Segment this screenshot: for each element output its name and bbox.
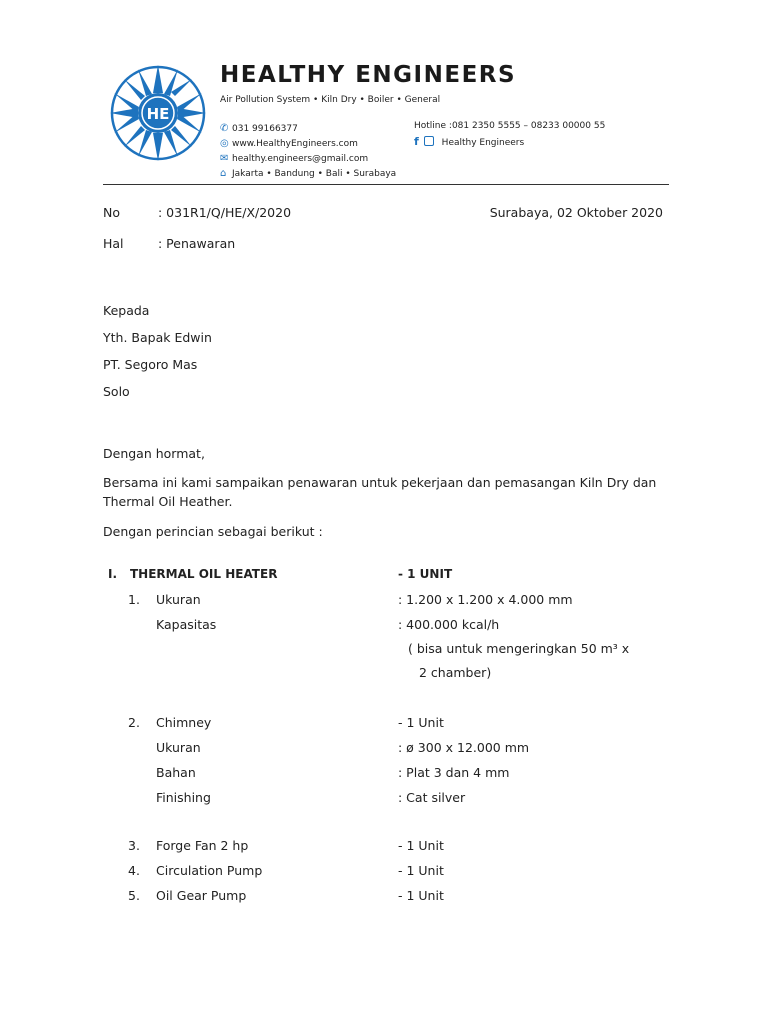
header-divider: [103, 184, 669, 185]
item-label: Circulation Pump: [156, 863, 263, 878]
item-number: 1.: [128, 592, 140, 607]
intro-line: Bersama ini kami sampaikan penawaran untuk pekerjaan dan pemasangan Kiln Dry dan: [103, 475, 657, 490]
letter-date: Surabaya, 02 Oktober 2020: [489, 205, 663, 220]
item-label: Kapasitas: [156, 617, 217, 632]
detail-intro: Dengan perincian sebagai berikut :: [103, 524, 323, 539]
item-number: 4.: [128, 863, 140, 878]
item-label: Finishing: [156, 790, 211, 805]
item-value: - 1 Unit: [398, 838, 444, 853]
website-line: [220, 138, 358, 149]
mail-icon: ✉: [220, 153, 229, 164]
section-qty: - 1 UNIT: [398, 567, 453, 581]
item-value: - 1 Unit: [398, 888, 444, 903]
company-name: HEALTHY ENGINEERS: [220, 62, 517, 88]
item-value: : 1.200 x 1.200 x 4.000 mm: [398, 592, 573, 607]
item-value: - 1 Unit: [398, 863, 444, 878]
item-note: 2 chamber): [419, 665, 492, 680]
globe-icon: ◎: [220, 138, 229, 149]
item-label: Ukuran: [156, 740, 201, 755]
no-label: No: [103, 205, 120, 220]
phone-line: [220, 123, 298, 134]
intro-line: Thermal Oil Heather.: [103, 494, 233, 509]
home-icon: ⌂: [220, 168, 227, 179]
hotline-text: Hotline :081 2350 5555 – 08233 00000 55: [414, 121, 606, 131]
locations-text: Jakarta • Bandung • Bali • Surabaya: [232, 169, 397, 179]
section-title: THERMAL OIL HEATER: [130, 567, 278, 581]
item-value: : Cat silver: [398, 790, 466, 805]
phone-number: 031 99166377: [232, 124, 298, 134]
hal-label: Hal: [103, 236, 124, 251]
item-value: - 1 Unit: [398, 715, 444, 730]
company-logo: [108, 63, 208, 163]
recipient-line: PT. Segoro Mas: [103, 357, 198, 372]
social-name: Healthy Engineers: [441, 138, 525, 148]
greeting: Dengan hormat,: [103, 446, 205, 461]
item-label: Oil Gear Pump: [156, 888, 247, 903]
section-numeral: I.: [108, 567, 118, 581]
item-value: : ø 300 x 12.000 mm: [398, 740, 530, 755]
facebook-icon[interactable]: f: [414, 135, 419, 148]
company-tagline: Air Pollution System • Kiln Dry • Boiler • General: [220, 95, 441, 105]
item-note: ( bisa untuk mengeringkan 50 m³ x: [408, 641, 630, 656]
instagram-icon[interactable]: [424, 136, 434, 146]
item-label: Ukuran: [156, 592, 201, 607]
recipient-line: Yth. Bapak Edwin: [103, 330, 212, 345]
item-number: 2.: [128, 715, 140, 730]
recipient-line: Solo: [103, 384, 130, 399]
email-link[interactable]: healthy.engineers@gmail.com: [232, 154, 369, 164]
item-value: : 400.000 kcal/h: [398, 617, 500, 632]
locations-line: [220, 168, 396, 179]
recipient-line: Kepada: [103, 303, 150, 318]
item-label: Forge Fan 2 hp: [156, 838, 249, 853]
item-number: 5.: [128, 888, 140, 903]
hal-value: : Penawaran: [158, 236, 236, 251]
item-label: Chimney: [156, 715, 212, 730]
social-line: [414, 135, 524, 148]
item-value: : Plat 3 dan 4 mm: [398, 765, 510, 780]
logo-letters: HE: [146, 105, 170, 123]
item-number: 3.: [128, 838, 140, 853]
phone-icon: ✆: [220, 123, 229, 134]
website-link[interactable]: www.HealthyEngineers.com: [232, 139, 358, 149]
email-line: [220, 153, 368, 164]
no-value: : 031R1/Q/HE/X/2020: [158, 205, 292, 220]
item-label: Bahan: [156, 765, 196, 780]
